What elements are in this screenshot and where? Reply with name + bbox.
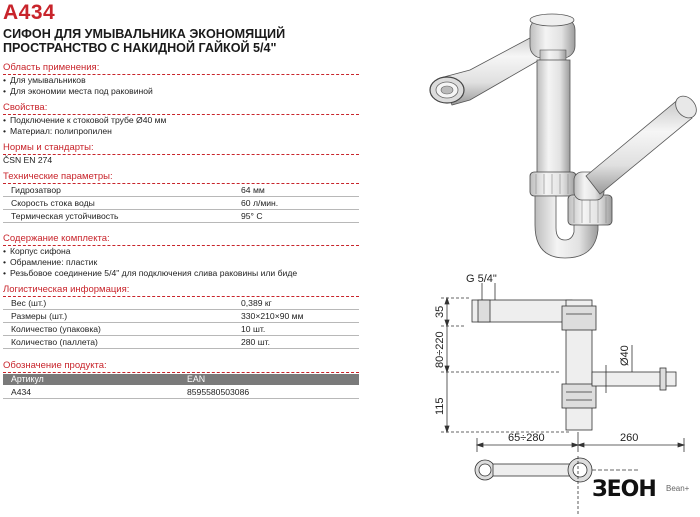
table-row: Размеры (шт.) 330×210×90 мм bbox=[3, 311, 359, 323]
dim-65-280: 65÷280 bbox=[508, 432, 545, 444]
section-heading-standards: Нормы и стандарты: bbox=[3, 142, 359, 155]
list-item: • Подключение к стоковой трубе Ø40 мм bbox=[3, 115, 167, 125]
dim-80-220: 80÷220 bbox=[434, 331, 446, 368]
section-heading-logistics: Логистическая информация: bbox=[3, 284, 359, 297]
table-row: Термическая устойчивость 95° C bbox=[3, 211, 359, 223]
list-item: • Для экономии места под раковиной bbox=[3, 86, 153, 96]
dimension-labels bbox=[434, 273, 638, 444]
list-item: • Для умывальников bbox=[3, 75, 86, 85]
article-value: A434 bbox=[11, 387, 32, 397]
section-heading-technical: Технические параметры: bbox=[3, 171, 359, 184]
column-header-article: Артикул bbox=[11, 374, 44, 384]
list-item: • Резьбовое соединение 5/4" для подключения слива раковины или биде bbox=[3, 268, 298, 278]
section-heading-application: Область применения: bbox=[3, 62, 359, 75]
section-heading-properties: Свойства: bbox=[3, 102, 359, 115]
brand-logo-sub: Bean+ bbox=[666, 484, 690, 493]
standards-value: ČSN EN 274 bbox=[3, 155, 53, 165]
table-row: Количество (упаковка) 10 шт. bbox=[3, 324, 359, 336]
brand-logo: ЗЕОН bbox=[592, 477, 656, 502]
dim-35: 35 bbox=[434, 305, 446, 318]
section-heading-designation: Обозначение продукта: bbox=[3, 360, 359, 373]
title-line-2: ПРОСТРАНСТВО С НАКИДНОЙ ГАЙКОЙ 5/4" bbox=[3, 41, 277, 55]
dim-115: 115 bbox=[434, 397, 446, 415]
ean-value: 8595580503086 bbox=[187, 387, 250, 397]
table-row: Вес (шт.) 0,389 кг bbox=[3, 298, 359, 310]
list-item: • Обрамление: пластик bbox=[3, 257, 98, 267]
title-line-1: СИФОН ДЛЯ УМЫВАЛЬНИКА ЭКОНОМЯЩИЙ bbox=[3, 27, 286, 41]
dim-d40: Ø40 bbox=[619, 345, 631, 366]
column-header-ean: EAN bbox=[187, 374, 206, 384]
product-code: A434 bbox=[3, 1, 56, 24]
siphon-render bbox=[430, 14, 700, 258]
dim-260: 260 bbox=[620, 432, 639, 444]
list-item: • Корпус сифона bbox=[3, 246, 71, 256]
table-row: Количество (паллета) 280 шт. bbox=[3, 337, 359, 349]
table-row: Гидрозатвор 64 мм bbox=[3, 185, 359, 197]
section-heading-contents: Содержание комплекта: bbox=[3, 233, 359, 246]
table-row: Скорость стока воды 60 л/мин. bbox=[3, 198, 359, 210]
thread-label: G 5/4" bbox=[466, 273, 497, 285]
list-item: • Материал: полипропилен bbox=[3, 126, 112, 136]
